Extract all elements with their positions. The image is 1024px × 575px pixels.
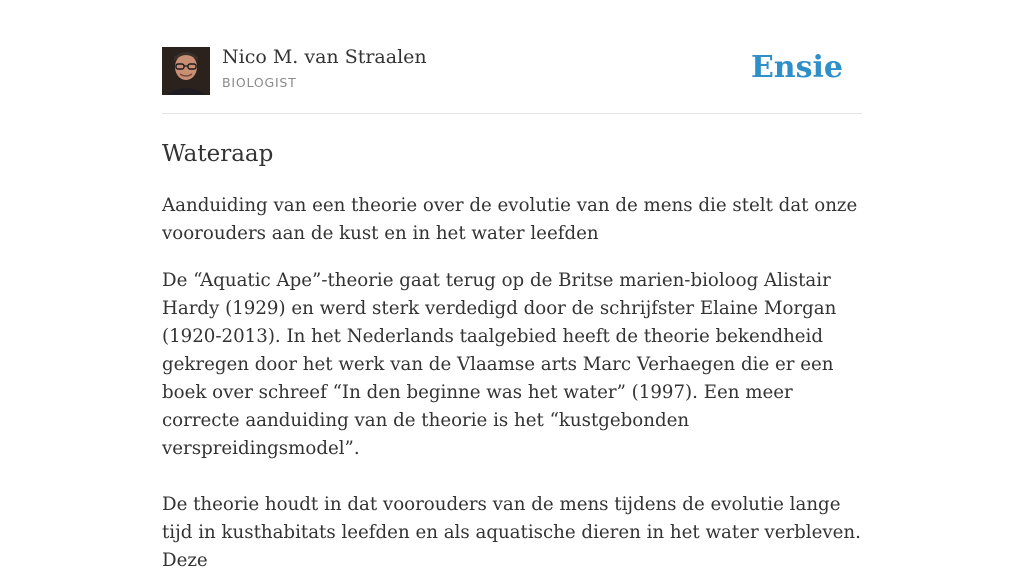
article-page	[162, 0, 862, 575]
article-title: Wateraap	[162, 141, 274, 167]
article-paragraph-1: De “Aquatic Ape”-theorie gaat terug op de Britse marien-bioloog Alistair Hardy (1929) en werd sterk verdedigd door de schrijfster Elaine Morgan (1920-2013). In het Nederlands taalgebied heeft de theorie bekendheid gekregen door het werk van de Vlaamse arts Marc Verhaegen die er een boek over schreef “In den beginne was het water” (1997). Een meer correcte aanduiding van de theorie is het “kustgebonden verspreidingsmodel”.	[162, 270, 837, 459]
author-role: BIOLOGIST	[222, 75, 297, 90]
brand-logo-link[interactable]: Ensie	[750, 50, 843, 85]
article-lead: Aanduiding van een theorie over de evolutie van de mens die stelt dat onze voorouders aan de kust en in het water leefden	[162, 195, 858, 244]
author-name[interactable]: Nico M. van Straalen	[222, 46, 427, 68]
author-photo	[162, 47, 210, 95]
article-header	[162, 0, 862, 114]
article-paragraph-2: De theorie houdt in dat voorouders van de mens tijdens de evolutie lange tijd in kusthabitats leefden en als aquatische dieren in het water verbleven. Deze	[162, 494, 861, 571]
author-avatar[interactable]	[162, 47, 210, 95]
